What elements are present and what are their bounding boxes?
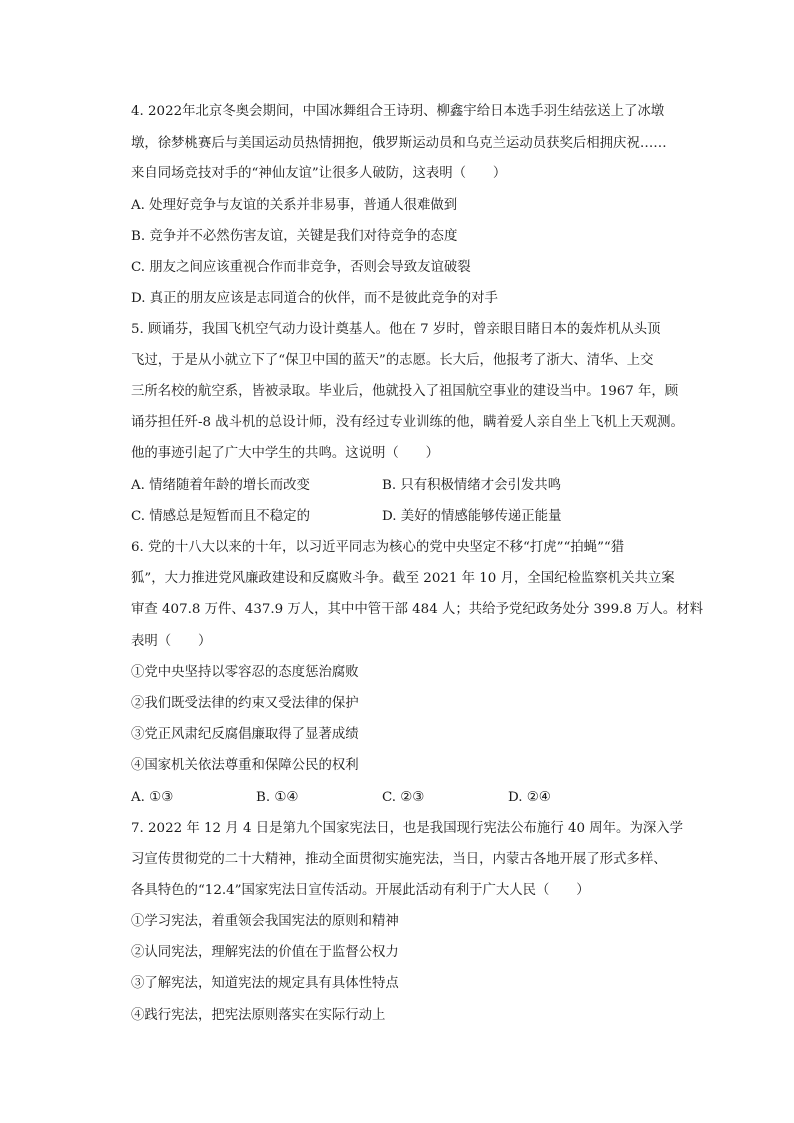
q4-stem-line-1: 4. 2022年北京冬奥会期间，中国冰舞组合王诗玥、柳鑫宇给日本选手羽生结弦送上了冰墩	[131, 104, 665, 119]
q6-statement-1: ①党中央坚持以零容忍的态度惩治腐败	[131, 665, 359, 680]
q6-statement-4: ④国家机关依法尊重和保障公民的权利	[131, 758, 359, 773]
q6-stem-line-2: 狐”，大力推进党风廉政建设和反腐败斗争。截至 2021 年 10 月，全国纪检监察机关共立案	[131, 571, 675, 586]
q6-stem-line-3: 审查 407.8 万件、437.9 万人，其中中管干部 484 人；共给予党纪政务处分 399.8 万人。材料	[131, 602, 704, 617]
q6-stem-line-1: 6. 党的十八大以来的十年，以习近平同志为核心的党中央坚定不移“打虎”“拍蝇”“猎	[131, 540, 625, 555]
q5-option-b: B. 只有积极情绪才会引发共鸣	[382, 478, 562, 493]
q6-option-a: A. ①③	[131, 790, 174, 805]
q5-stem-line-4: 诵芬担任歼-8 战斗机的总设计师，没有经过专业训练的他，瞒着爱人亲自坐上飞机上天观测。	[131, 415, 684, 430]
q4-option-b: B. 竞争并不必然伤害友谊，关键是我们对待竞争的态度	[131, 229, 458, 244]
q5-option-c: C. 情感总是短暂而且不稳定的	[131, 509, 310, 524]
q5-option-d: D. 美好的情感能够传递正能量	[382, 509, 562, 524]
q7-statement-4: ④践行宪法，把宪法原则落实在实际行动上	[131, 1008, 386, 1023]
q4-option-a: A. 处理好竞争与友谊的关系并非易事，普通人很难做到	[131, 198, 458, 213]
q6-option-c: C. ②③	[382, 790, 425, 805]
q5-option-a: A. 情绪随着年龄的增长而改变	[131, 478, 310, 493]
q4-stem-line-3: 来自同场竞技对手的“神仙友谊”让很多人破防，这表明（ ）	[131, 166, 507, 181]
q7-stem-line-1: 7. 2022 年 12 月 4 日是第九个国家宪法日，也是我国现行宪法公布施行 40 周年。为深入学	[131, 821, 684, 836]
q7-statement-3: ③了解宪法，知道宪法的规定具有具体性特点	[131, 976, 399, 991]
q5-stem-line-3: 三所名校的航空系，皆被录取。毕业后，他就投入了祖国航空事业的建设当中。1967 年，顾	[131, 384, 679, 399]
q7-stem-line-2: 习宣传贯彻党的二十大精神，推动全面贯彻实施宪法，当日，内蒙古各地开展了形式多样、	[131, 852, 667, 867]
q5-stem-line-1: 5. 顾诵芬，我国飞机空气动力设计奠基人。他在 7 岁时，曾亲眼目睹日本的轰炸机从头顶	[131, 322, 661, 337]
q6-option-d: D. ②④	[508, 790, 551, 805]
q5-stem-line-2: 飞过，于是从小就立下了“保卫中国的蓝天”的志愿。长大后，他报考了浙大、清华、上交	[131, 353, 654, 368]
q4-option-c: C. 朋友之间应该重视合作而非竞争，否则会导致友谊破裂	[131, 260, 471, 275]
q5-stem-line-5: 他的事迹引起了广大中学生的共鸣。这说明（ ）	[131, 446, 439, 461]
q6-option-b: B. ①④	[256, 790, 299, 805]
q4-stem-line-2: 墩，徐梦桃赛后与美国运动员热情拥抱，俄罗斯运动员和乌克兰运动员获奖后相拥庆祝……	[131, 136, 667, 151]
q6-statement-2: ②我们既受法律的约束又受法律的保护	[131, 696, 359, 711]
q7-stem-line-3: 各具特色的“12.4”国家宪法日宣传活动。开展此活动有利于广大人民（ ）	[131, 883, 590, 898]
q4-option-d: D. 真正的朋友应该是志同道合的伙伴，而不是彼此竞争的对手	[131, 291, 498, 306]
q7-statement-2: ②认同宪法，理解宪法的价值在于监督公权力	[131, 945, 399, 960]
q6-stem-line-4: 表明（ ）	[131, 634, 212, 649]
q7-statement-1: ①学习宪法，着重领会我国宪法的原则和精神	[131, 914, 399, 929]
q6-statement-3: ③党正风肃纪反腐倡廉取得了显著成绩	[131, 727, 359, 742]
